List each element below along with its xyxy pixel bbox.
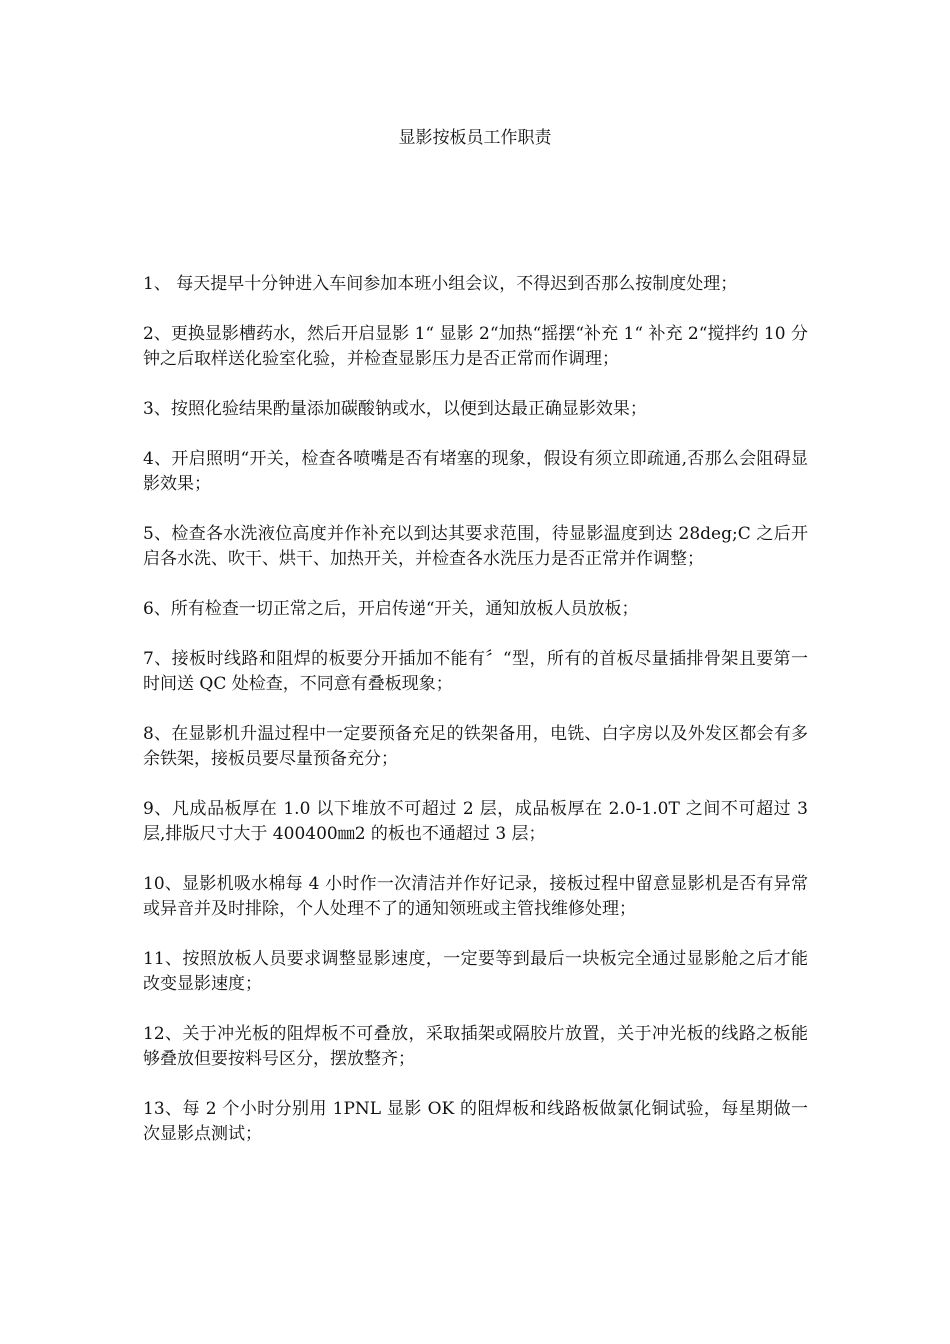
duty-item-2: 2、更换显影槽药水，然后开启显影 1“ 显影 2“加热“摇摆“补充 1“ 补充 2“搅拌约 10 分钟之后取样送化验室化验，并检查显影压力是否正常而作调理； [143,324,808,369]
duty-item-9: 9、凡成品板厚在 1.0 以下堆放不可超过 2 层，成品板厚在 2.0-1.0T 之间不可超过 3 层,排版尺寸大于 400400㎜2 的板也不通超过 3 层； [143,799,808,844]
duty-item-1: 1、 每天提早十分钟进入车间参加本班小组会议，不得迟到否那么按制度处理； [143,274,738,294]
duty-item-4: 4、开启照明“开关，检查各喷嘴是否有堵塞的现象，假设有须立即疏通,否那么会阻碍显影效果； [143,449,808,494]
duty-item-8: 8、在显影机升温过程中一定要预备充足的铁架备用，电铣、白字房以及外发区都会有多余铁架，接板员要尽量预备充分； [143,724,808,769]
duty-item-6: 6、所有检查一切正常之后，开启传递“开关，通知放板人员放板； [143,599,639,619]
duty-item-10: 10、显影机吸水棉每 4 小时作一次清洁并作好记录，接板过程中留意显影机是否有异常或异音并及时排除，个人处理不了的通知领班或主管找维修处理； [143,874,808,919]
document-title: 显影按板员工作职责 [398,128,552,148]
duty-item-11: 11、按照放板人员要求调整显影速度，一定要等到最后一块板完全通过显影舱之后才能改变显影速度； [143,949,808,994]
duty-item-13: 13、每 2 个小时分别用 1PNL 显影 OK 的阻焊板和线路板做氯化铜试验，每星期做一次显影点测试； [143,1099,808,1144]
duty-item-12: 12、关于冲光板的阻焊板不可叠放，采取插架或隔胶片放置，关于冲光板的线路之板能够叠放但要按料号区分，摆放整齐； [143,1024,808,1069]
duty-item-5: 5、检查各水洗液位高度并作补充以到达其要求范围，待显影温度到达 28deg;C 之后开启各水洗、吹干、烘干、加热开关，并检查各水洗压力是否正常并作调整； [143,524,808,569]
duty-item-7: 7、接板时线路和阻焊的板要分开插加不能有〞“型，所有的首板尽量插排骨架且要第一时间送 QC 处检查，不同意有叠板现象； [143,649,808,694]
duty-item-3: 3、按照化验结果酌量添加碳酸钠或水，以便到达最正确显影效果； [143,399,647,419]
duty-list [143,272,808,1172]
